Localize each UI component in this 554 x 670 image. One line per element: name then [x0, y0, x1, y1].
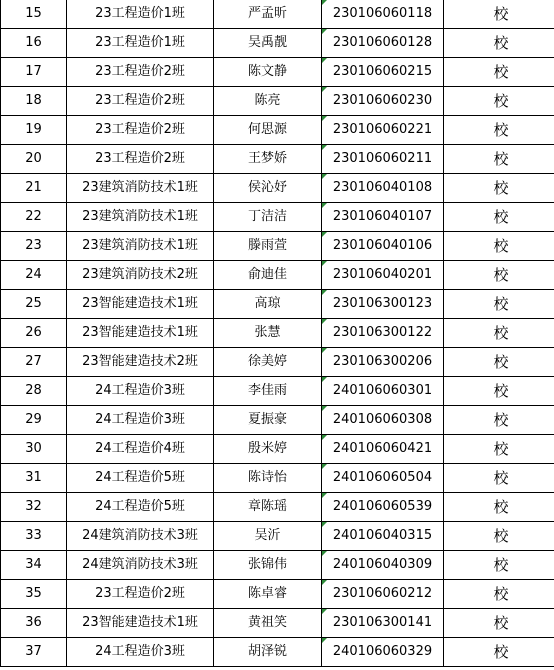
student-id-cell: 240106040315 — [322, 522, 444, 551]
student-id-cell: 240106060421 — [322, 435, 444, 464]
table-row — [1, 87, 554, 116]
row-number-cell: 16 — [1, 29, 67, 58]
student-name-cell: 陈诗怡 — [214, 464, 322, 493]
student-id-cell: 230106060118 — [322, 0, 444, 29]
table-row — [1, 145, 554, 174]
level-cell: 校 — [444, 290, 554, 319]
table-row — [1, 203, 554, 232]
student-id-cell: 230106060221 — [322, 116, 444, 145]
level-cell: 校 — [444, 203, 554, 232]
row-number-cell: 23 — [1, 232, 67, 261]
table-row — [1, 551, 554, 580]
class-name-cell: 23智能建造技术2班 — [67, 348, 214, 377]
row-number-cell: 18 — [1, 87, 67, 116]
level-cell: 校 — [444, 435, 554, 464]
student-name-cell: 王梦娇 — [214, 145, 322, 174]
student-name-cell: 严孟昕 — [214, 0, 322, 29]
student-name-cell: 张锦伟 — [214, 551, 322, 580]
student-name-cell: 吴禹靓 — [214, 29, 322, 58]
row-number-cell: 36 — [1, 609, 67, 638]
student-name-cell: 殷米婷 — [214, 435, 322, 464]
student-name-cell: 黄祖笑 — [214, 609, 322, 638]
level-cell: 校 — [444, 145, 554, 174]
class-name-cell: 24工程造价3班 — [67, 377, 214, 406]
table-row — [1, 638, 554, 667]
table-row — [1, 29, 554, 58]
row-number-cell: 33 — [1, 522, 67, 551]
row-number-cell: 27 — [1, 348, 67, 377]
student-id-cell: 240106060301 — [322, 377, 444, 406]
level-cell: 校 — [444, 609, 554, 638]
student-id-cell: 230106060230 — [322, 87, 444, 116]
level-cell: 校 — [444, 232, 554, 261]
row-number-cell: 15 — [1, 0, 67, 29]
level-cell: 校 — [444, 638, 554, 667]
row-number-cell: 20 — [1, 145, 67, 174]
level-cell: 校 — [444, 0, 554, 29]
class-name-cell: 23工程造价1班 — [67, 0, 214, 29]
row-number-cell: 31 — [1, 464, 67, 493]
student-id-cell: 240106060504 — [322, 464, 444, 493]
row-number-cell: 29 — [1, 406, 67, 435]
level-cell: 校 — [444, 261, 554, 290]
student-id-cell: 230106300206 — [322, 348, 444, 377]
row-number-cell: 26 — [1, 319, 67, 348]
class-name-cell: 23建筑消防技术1班 — [67, 203, 214, 232]
class-name-cell: 23工程造价1班 — [67, 29, 214, 58]
student-id-cell: 240106040309 — [322, 551, 444, 580]
row-number-cell: 35 — [1, 580, 67, 609]
student-id-cell: 230106040108 — [322, 174, 444, 203]
table-row — [1, 232, 554, 261]
level-cell: 校 — [444, 87, 554, 116]
level-cell: 校 — [444, 522, 554, 551]
student-id-cell: 240106060308 — [322, 406, 444, 435]
student-name-cell: 章陈瑶 — [214, 493, 322, 522]
table-row — [1, 319, 554, 348]
row-number-cell: 37 — [1, 638, 67, 667]
class-name-cell: 23工程造价2班 — [67, 116, 214, 145]
student-id-cell: 230106060211 — [322, 145, 444, 174]
level-cell: 校 — [444, 493, 554, 522]
student-id-cell: 230106060128 — [322, 29, 444, 58]
student-name-cell: 胡泽锐 — [214, 638, 322, 667]
class-name-cell: 23智能建造技术1班 — [67, 609, 214, 638]
student-id-cell: 230106040201 — [322, 261, 444, 290]
class-name-cell: 23工程造价2班 — [67, 145, 214, 174]
level-cell: 校 — [444, 29, 554, 58]
student-name-cell: 陈文静 — [214, 58, 322, 87]
table-row — [1, 522, 554, 551]
table-row — [1, 493, 554, 522]
class-name-cell: 24工程造价5班 — [67, 493, 214, 522]
level-cell: 校 — [444, 319, 554, 348]
student-id-cell: 230106300141 — [322, 609, 444, 638]
table-row — [1, 0, 554, 29]
level-cell: 校 — [444, 551, 554, 580]
level-cell: 校 — [444, 348, 554, 377]
class-name-cell: 23智能建造技术1班 — [67, 319, 214, 348]
student-id-cell: 240106060539 — [322, 493, 444, 522]
student-name-cell: 李佳雨 — [214, 377, 322, 406]
level-cell: 校 — [444, 116, 554, 145]
level-cell: 校 — [444, 58, 554, 87]
student-name-cell: 高琼 — [214, 290, 322, 319]
student-id-cell: 230106300122 — [322, 319, 444, 348]
table-row — [1, 348, 554, 377]
row-number-cell: 28 — [1, 377, 67, 406]
table-row — [1, 435, 554, 464]
student-name-cell: 何思源 — [214, 116, 322, 145]
class-name-cell: 24工程造价4班 — [67, 435, 214, 464]
class-name-cell: 23建筑消防技术1班 — [67, 232, 214, 261]
student-name-cell: 丁洁洁 — [214, 203, 322, 232]
class-name-cell: 23工程造价2班 — [67, 58, 214, 87]
student-name-cell: 陈亮 — [214, 87, 322, 116]
class-name-cell: 24工程造价5班 — [67, 464, 214, 493]
student-id-cell: 230106040106 — [322, 232, 444, 261]
level-cell: 校 — [444, 580, 554, 609]
level-cell: 校 — [444, 464, 554, 493]
student-id-cell: 240106060329 — [322, 638, 444, 667]
table-row — [1, 377, 554, 406]
student-name-cell: 夏振豪 — [214, 406, 322, 435]
student-id-cell: 230106060215 — [322, 58, 444, 87]
student-id-cell: 230106060212 — [322, 580, 444, 609]
class-name-cell: 23工程造价2班 — [67, 580, 214, 609]
table-row — [1, 406, 554, 435]
level-cell: 校 — [444, 406, 554, 435]
row-number-cell: 21 — [1, 174, 67, 203]
class-name-cell: 23工程造价2班 — [67, 87, 214, 116]
class-name-cell: 24工程造价3班 — [67, 406, 214, 435]
class-name-cell: 23建筑消防技术1班 — [67, 174, 214, 203]
row-number-cell: 19 — [1, 116, 67, 145]
student-name-cell: 侯沁妤 — [214, 174, 322, 203]
student-name-cell: 张慧 — [214, 319, 322, 348]
row-number-cell: 25 — [1, 290, 67, 319]
level-cell: 校 — [444, 377, 554, 406]
student-name-cell: 吴沂 — [214, 522, 322, 551]
level-cell: 校 — [444, 174, 554, 203]
student-name-cell: 陈卓睿 — [214, 580, 322, 609]
roster-body — [1, 0, 554, 667]
student-id-cell: 230106040107 — [322, 203, 444, 232]
class-name-cell: 24建筑消防技术3班 — [67, 522, 214, 551]
table-row — [1, 116, 554, 145]
row-number-cell: 34 — [1, 551, 67, 580]
row-number-cell: 22 — [1, 203, 67, 232]
table-row — [1, 174, 554, 203]
table-row — [1, 58, 554, 87]
row-number-cell: 32 — [1, 493, 67, 522]
class-name-cell: 23建筑消防技术2班 — [67, 261, 214, 290]
row-number-cell: 24 — [1, 261, 67, 290]
class-name-cell: 23智能建造技术1班 — [67, 290, 214, 319]
table-row — [1, 580, 554, 609]
row-number-cell: 30 — [1, 435, 67, 464]
student-name-cell: 徐美婷 — [214, 348, 322, 377]
class-name-cell: 24建筑消防技术3班 — [67, 551, 214, 580]
table-row — [1, 464, 554, 493]
student-name-cell: 俞迪佳 — [214, 261, 322, 290]
row-number-cell: 17 — [1, 58, 67, 87]
table-row — [1, 261, 554, 290]
student-name-cell: 滕雨萱 — [214, 232, 322, 261]
class-name-cell: 24工程造价3班 — [67, 638, 214, 667]
table-row — [1, 609, 554, 638]
student-id-cell: 230106300123 — [322, 290, 444, 319]
table-row — [1, 290, 554, 319]
